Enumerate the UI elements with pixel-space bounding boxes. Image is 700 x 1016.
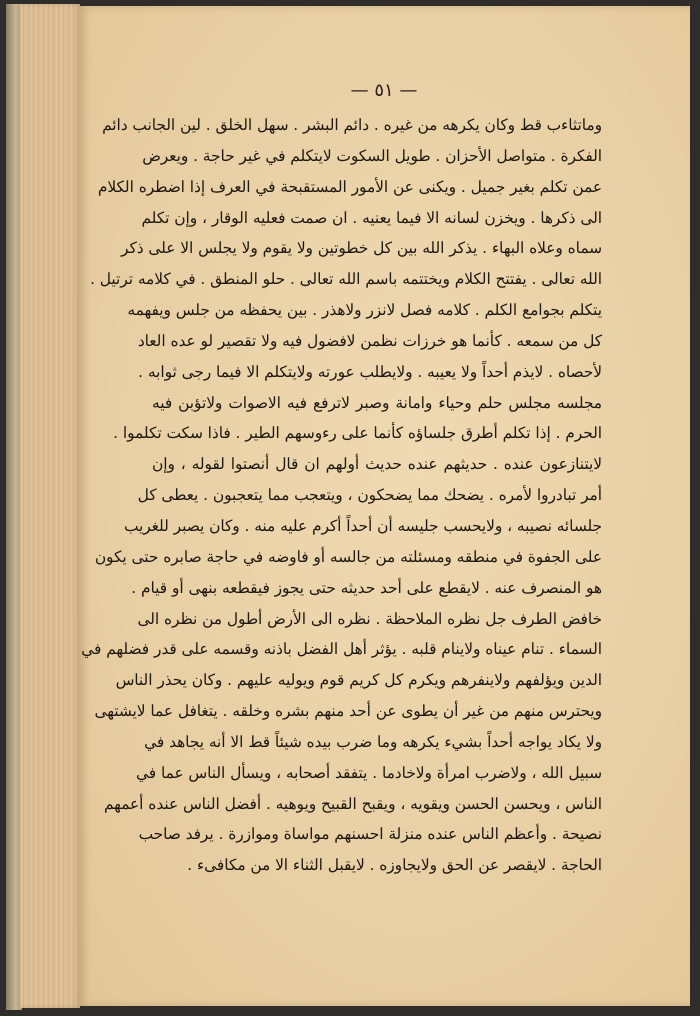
text-line: هو المنصرف عنه . لايقطع على أحد حديثه حتى يجوز فيقطعه بنهى أو قيام . — [131, 578, 602, 597]
text-line: سماه وعلاه البهاء . يذكر الله بين كل خطوتين ولا يقوم ولا يجلس الا على ذكر — [121, 239, 602, 258]
page-edges — [20, 4, 80, 1008]
text-line: عمن تكلم بغير جميل . ويكنى عن الأمور المستقبحة في العرف إذا اضطره الكلام — [97, 177, 602, 196]
text-line: الدين ويؤلفهم ولاينفرهم ويكرم كل كريم قوم ويوليه عليهم . وكان يحذر الناس — [115, 671, 602, 690]
text-line: الناس ، ويحسن الحسن ويقويه ، ويقبح القبيح ويوهيه . أفضل الناس عنده أعمهم — [103, 794, 602, 813]
text-line: نصيحة . وأعظم الناس عنده منزلة احسنهم مواساة وموازرة . يرفد صاحب — [138, 825, 602, 844]
text-line: أمر تبادروا لأمره . يضحك مما يضحكون ، ويتعجب مما يتعجبون . يعطى كل — [137, 486, 602, 505]
text-line: الفكرة . متواصل الأحزان . طويل السكوت لايتكلم في غير حاجة . ويعرض — [142, 146, 602, 165]
text-line: ويحترس منهم من غير أن يطوى عن أحد منهم بشره وخلقه . يتغافل عما لايشتهى — [94, 702, 602, 721]
text-line: السماء . تنام عيناه ولاينام قلبه . يؤثر أهل الفضل باذنه وقسمه على قدر فضلهم في — [81, 640, 602, 659]
book-page — [78, 6, 690, 1006]
page-number: — ٥١ — — [350, 80, 418, 101]
text-line: على الجفوة في منطقه ومسئلته من جالسه أو فاوضه في حاجة صابره حتى يكون — [94, 547, 602, 566]
body-text — [81, 110, 602, 881]
text-line: الله تعالى . يفتتح الكلام ويختتمه باسم الله تعالى . حلو المنطق . في كلامه ترتيل . — [90, 270, 602, 289]
text-line: كل من سمعه . كأنما هو خرزات نظمن لافضول فيه ولا تقصير لو عده العاد — [137, 331, 602, 350]
text-line: وماتثاءب قط وكان يكرهه من غيره . دائم البشر . سهل الخلق . لين الجانب دائم — [102, 116, 602, 134]
text-line: خافض الطرف جل نظره الملاحظة . نظره الى الأرض أطول من نظره الى — [137, 609, 602, 628]
text-line: جلسائه نصيبه ، ولايحسب جليسه أن أحداً أكرم عليه منه . وكان يصبر للغريب — [123, 516, 602, 535]
text-line: سبيل الله ، ولاضرب امرأة ولاخادما . يتفقد أصحابه ، ويسأل الناس عما في — [136, 763, 602, 782]
text-line: لايتنازعون عنده . حديثهم عنده حديث أولهم ان قال أنصتوا لقوله ، وإن — [152, 455, 602, 474]
text-line: الحاجة . لايقصر عن الحق ولايجاوزه . لايقبل الثناء الا من مكافىء . — [187, 856, 602, 875]
text-line: لأحصاه . لايذم أحداً ولا يعيبه . ولايطلب عورته ولايتكلم الا فيما رجى ثوابه . — [138, 362, 602, 381]
text-line: الى ذكرها . ويخزن لسانه الا فيما يعنيه . ان صمت فعليه الوقار ، وإن تكلم — [141, 208, 602, 227]
text-line: مجلسه مجلس حلم وحياء وامانة وصبر لاترفع فيه الاصوات ولاتؤبن فيه — [152, 393, 602, 412]
text-line: ولا يكاد يواجه أحداً بشيء يكرهه وما ضرب بيده شيئاً قط الا أنه يجاهد في — [144, 732, 602, 751]
text-line: يتكلم بجوامع الكلم . كلامه فصل لانزر ولاهذر . بين يحفظه من جلس ويفهمه — [127, 301, 602, 320]
text-line: الحرم . إذا تكلم أطرق جلساؤه كأنما على رءوسهم الطير . فاذا سكت تكلموا . — [113, 424, 602, 443]
